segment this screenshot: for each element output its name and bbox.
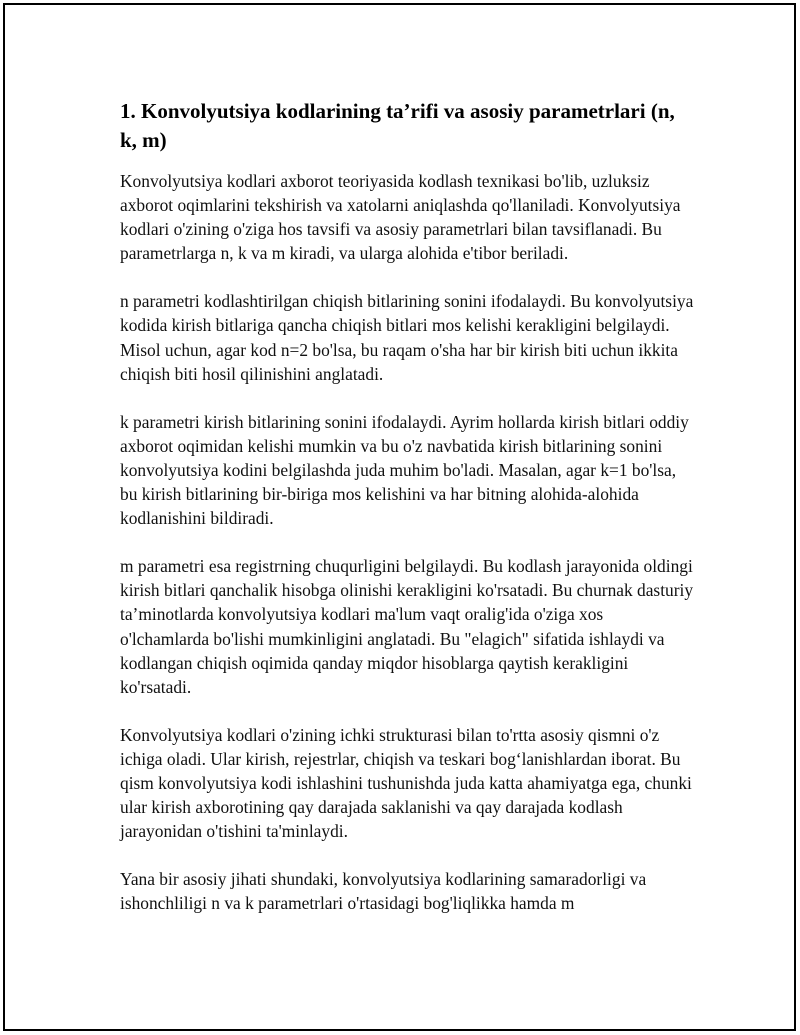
document-body: [120, 97, 695, 939]
paragraph-k-parameter: k parametri kirish bitlarining sonini ifodalaydi. Ayrim hollarda kirish bitlari oddiy axborot oqimidan kelishi mumkin va bu o'z navbatida kirish bitlarining sonini konvolyutsiya kodini belgilashda juda muhim bo'ladi. Masalan, agar k=1 bo'lsa, bu kirish bitlarining bir-biriga mos kelishini va har bitning alohida-alohida kodlanishini bildiradi.: [120, 411, 689, 529]
paragraph-n-parameter: n parametri kodlashtirilgan chiqish bitlarining sonini ifodalaydi. Bu konvolyutsiya kodida kirish bitlariga qancha chiqish bitlari mos kelishi kerakligini belgilaydi. Misol uchun, agar kod n=2 bo'lsa, bu raqam o'sha har bir kirish biti uchun ikkita chiqish biti hosil qilinishini anglatadi.: [120, 291, 694, 384]
paragraph-efficiency: Yana bir asosiy jihati shundaki, konvolyutsiya kodlarining samaradorligi va ishonchliligi n va k parametrlari o'rtasidagi bog'liqlikka hamda m: [120, 869, 647, 914]
paragraph-structure: Konvolyutsiya kodlari o'zining ichki strukturasi bilan to'rtta asosiy qismni o'z ichiga oladi. Ular kirish, rejestrlar, chiqish va teskari bog‘lanishlardan iborat. Bu qism konvolyutsiya kodi ishlashini tushunishda juda katta ahamiyatga ega, chunki ular kirish axborotining qay darajada saklanishi va qay darajada kodlash jarayonidan o'tishini ta'minlaydi.: [120, 724, 692, 842]
section-heading: 1. Konvolyutsiya kodlarining ta’rifi va asosiy parametrlari (n, k, m): [120, 99, 675, 152]
page-border: [3, 3, 796, 1031]
paragraph-m-parameter: m parametri esa registrning chuqurligini belgilaydi. Bu kodlash jarayonida oldingi kirish bitlari qanchalik hisobga olinishi kerakligini ko'rsatadi. Bu churnak dasturiy ta’minotlarda konvolyutsiya kodlari ma'lum vaqt oralig'ida o'ziga xos o'lchamlarda bo'lishi mumkinligini anglatadi. Bu "elagich" sifatida ishlaydi va kodlangan chiqish oqimida qanday miqdor hisoblarga qaytish kerakligini ko'rsatadi.: [120, 556, 694, 697]
paragraph-intro: Konvolyutsiya kodlari axborot teoriyasida kodlash texnikasi bo'lib, uzluksiz axborot oqimlarini tekshirish va xatolarni aniqlashda qo'llaniladi. Konvolyutsiya kodlari o'zining o'ziga hos tavsifi va asosiy parametrlari bilan tavsiflanadi. Bu parametrlarga n, k va m kiradi, va ularga alohida e'tibor beriladi.: [120, 171, 681, 264]
